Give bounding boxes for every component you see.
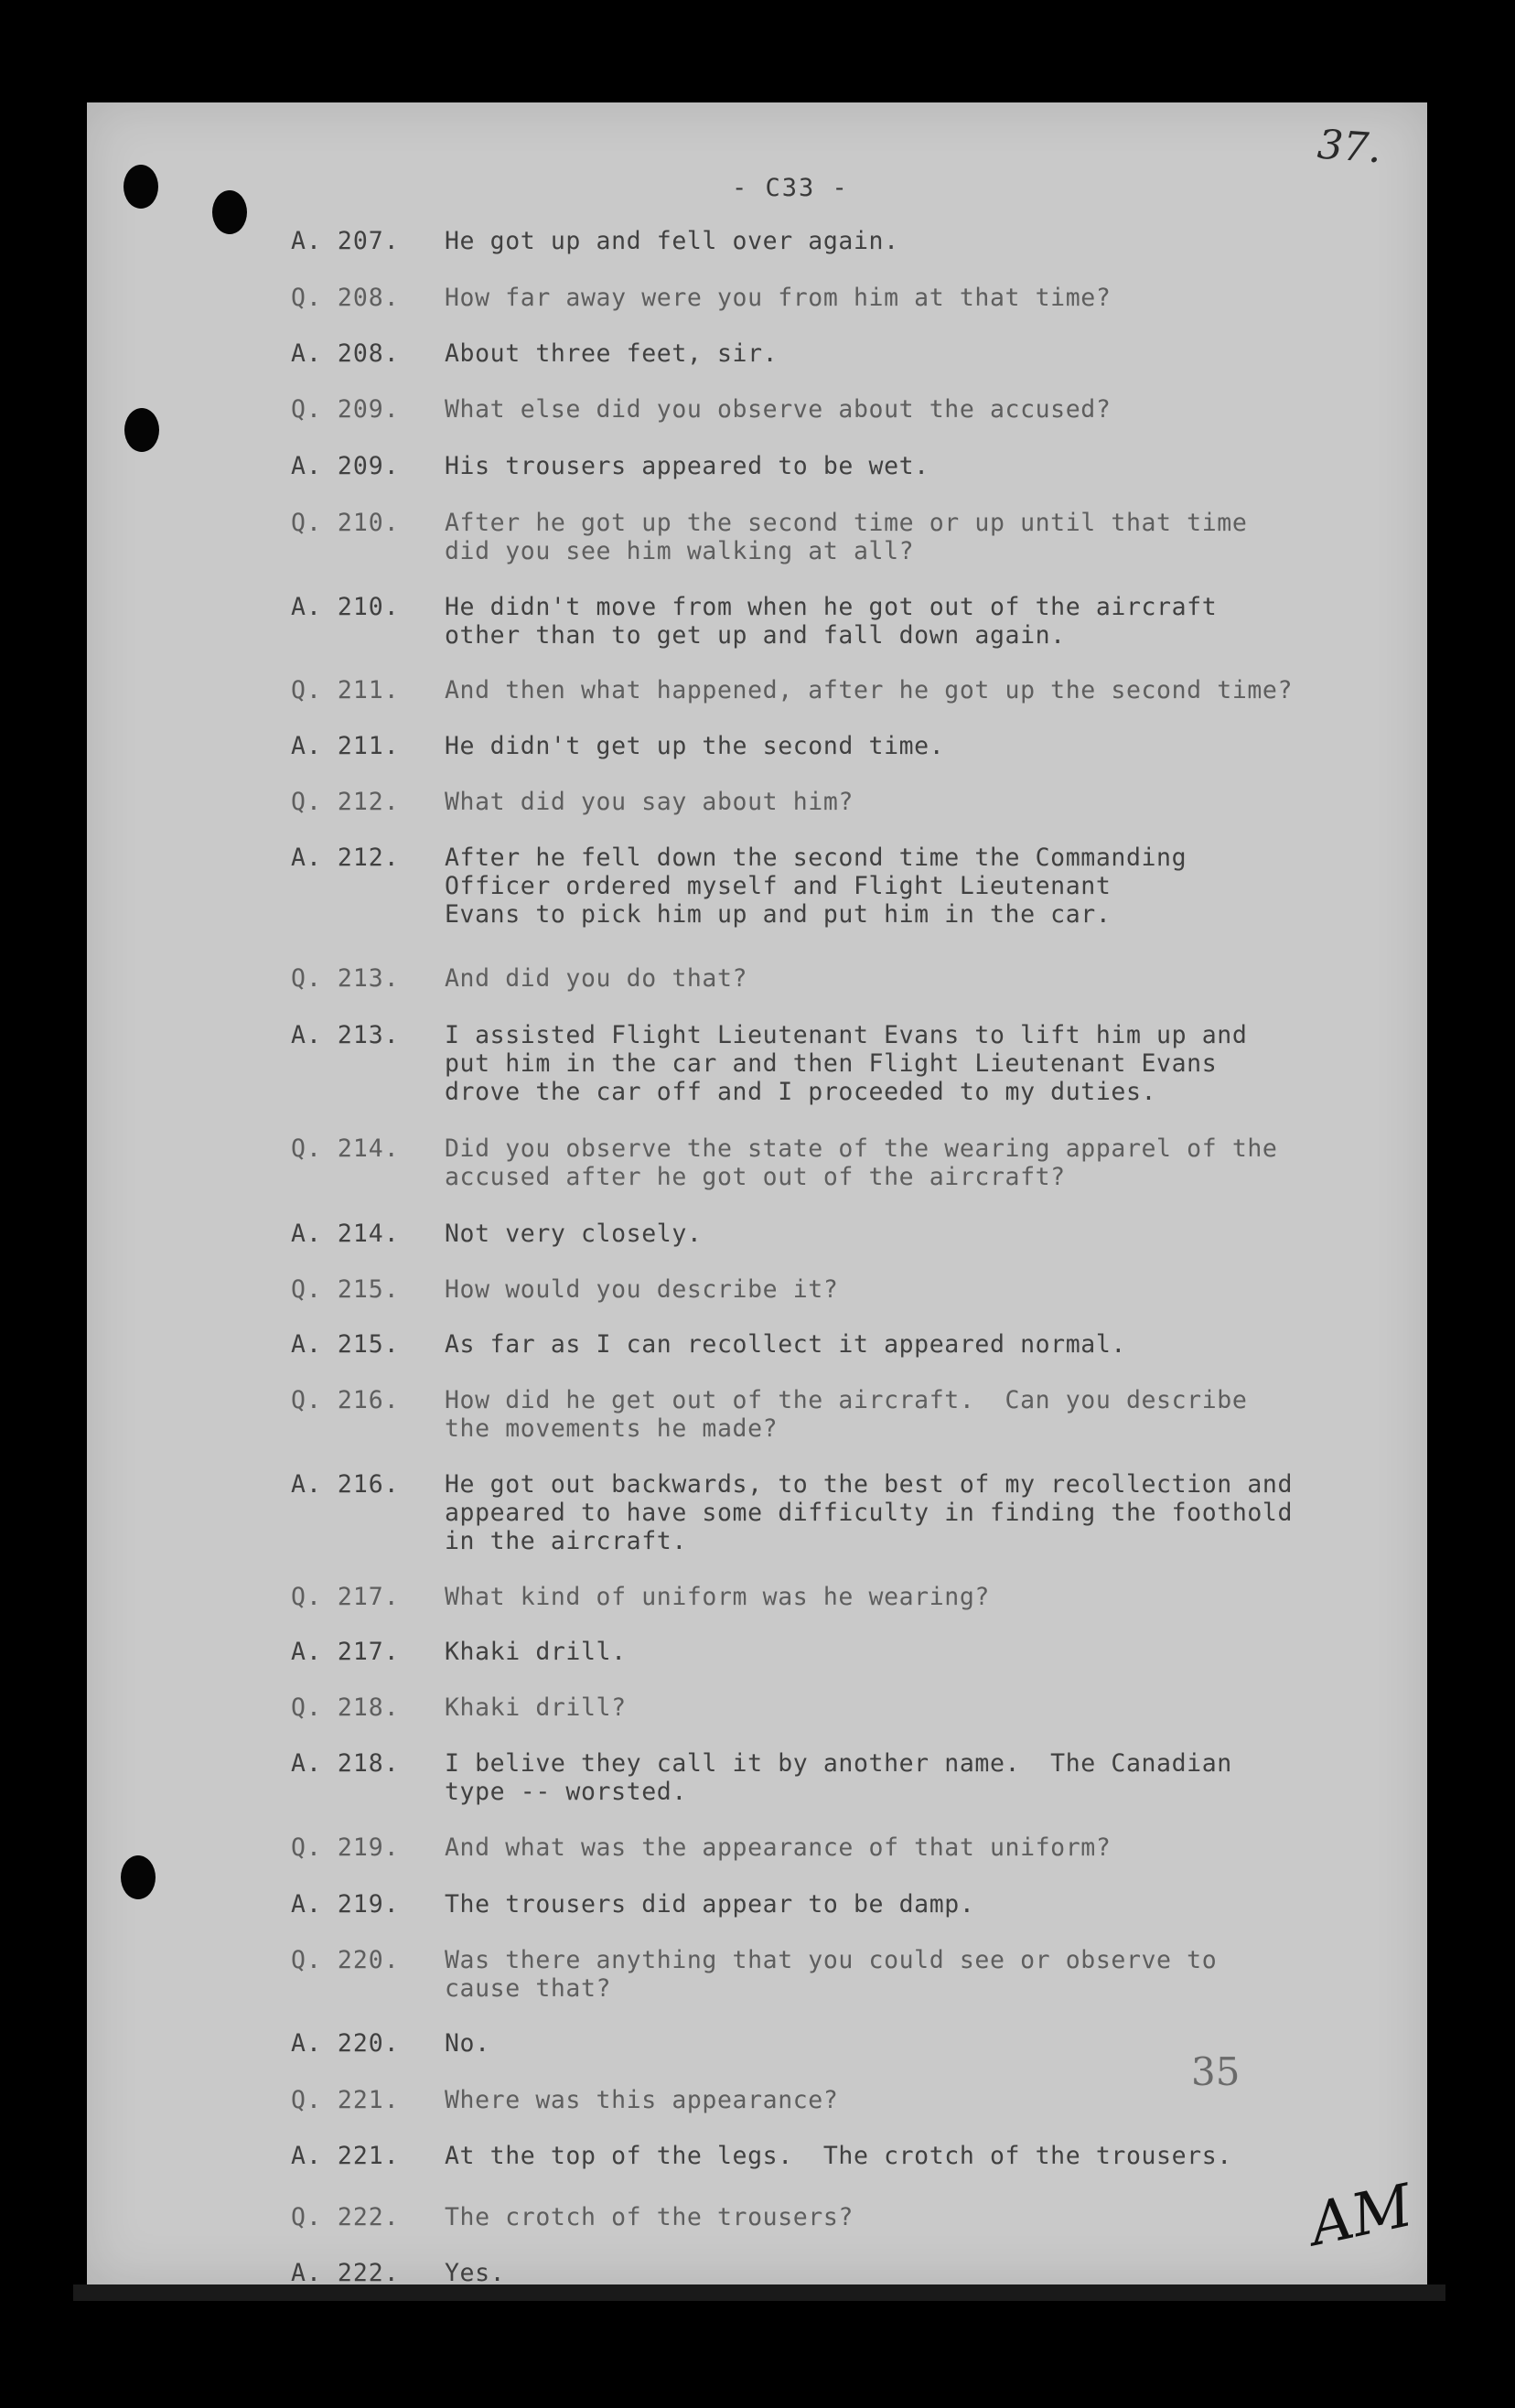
- entry-number: A. 214.: [291, 1220, 400, 1248]
- answer-entry: [291, 2259, 1389, 2287]
- answer-entry: [291, 1021, 1389, 1106]
- entry-number: Q. 216.: [291, 1386, 400, 1414]
- entry-line: At the top of the legs. The crotch of the trousers.: [445, 2142, 1232, 2170]
- entry-text: [445, 1890, 974, 1919]
- entry-text: [445, 844, 1187, 929]
- question-entry: [291, 1833, 1389, 1862]
- entry-number: Q. 212.: [291, 788, 400, 816]
- entry-text: [445, 1693, 627, 1722]
- question-entry: [291, 788, 1389, 816]
- entry-number: A. 210.: [291, 593, 400, 621]
- answer-entry: [291, 844, 1389, 929]
- entry-line: The trousers did appear to be damp.: [445, 1890, 975, 1919]
- entry-number: Q. 209.: [291, 395, 400, 424]
- entry-line: No.: [445, 2029, 490, 2058]
- answer-entry: [291, 227, 1389, 255]
- entry-line: Evans to pick him up and put him in the car.: [445, 900, 1112, 929]
- entry-text: [445, 1749, 1232, 1806]
- page-header: - C33 -: [732, 174, 849, 202]
- entry-number: Q. 208.: [291, 284, 400, 312]
- entry-line: Not very closely.: [445, 1220, 703, 1248]
- entry-line: And then what happened, after he got up the second time?: [445, 676, 1294, 704]
- entry-line: Yes.: [445, 2259, 506, 2287]
- answer-entry: [291, 1330, 1389, 1359]
- entry-number: Q. 215.: [291, 1275, 400, 1304]
- question-entry: [291, 1386, 1389, 1443]
- entry-text: [445, 2142, 1232, 2170]
- entry-text: [445, 788, 854, 816]
- entry-line: And did you do that?: [445, 964, 748, 993]
- entry-line: He didn't get up the second time.: [445, 732, 945, 760]
- entry-line: He got up and fell over again.: [445, 227, 899, 255]
- entry-number: Q. 211.: [291, 676, 400, 704]
- answer-entry: [291, 1749, 1389, 1806]
- entry-line: I assisted Flight Lieutenant Evans to lift him up and: [445, 1021, 1248, 1049]
- question-entry: [291, 1583, 1389, 1611]
- entry-text: [445, 284, 1111, 312]
- entry-line: What kind of uniform was he wearing?: [445, 1583, 990, 1611]
- entry-text: [445, 1638, 627, 1666]
- entry-line: type -- worsted.: [445, 1778, 687, 1806]
- entry-number: Q. 219.: [291, 1833, 400, 1862]
- entry-text: [445, 1833, 1111, 1862]
- entry-text: [445, 227, 899, 255]
- question-entry: [291, 1693, 1389, 1722]
- entry-text: [445, 964, 747, 993]
- entry-line: accused after he got out of the aircraft?: [445, 1163, 1066, 1191]
- entry-text: [445, 2086, 838, 2114]
- entry-line: Did you observe the state of the wearing apparel of the: [445, 1134, 1278, 1163]
- question-entry: [291, 676, 1389, 704]
- entry-line: Officer ordered myself and Flight Lieutenant: [445, 872, 1112, 900]
- entry-number: Q. 220.: [291, 1946, 400, 1974]
- question-entry: [291, 1134, 1389, 1191]
- entry-line: drove the car off and I proceeded to my duties.: [445, 1078, 1157, 1106]
- entry-text: [445, 732, 944, 760]
- entry-number: Q. 213.: [291, 964, 400, 993]
- question-entry: [291, 1946, 1389, 2003]
- entry-line: As far as I can recollect it appeared normal.: [445, 1330, 1126, 1359]
- entry-line: Khaki drill.: [445, 1638, 627, 1666]
- entry-text: [445, 1386, 1247, 1443]
- entry-text: [445, 2029, 490, 2058]
- question-entry: [291, 964, 1389, 993]
- entry-text: [445, 1134, 1278, 1191]
- entry-text: [445, 1470, 1293, 1555]
- entry-number: A. 212.: [291, 844, 400, 872]
- entry-line: What else did you observe about the accused?: [445, 395, 1112, 424]
- entry-number: Q. 214.: [291, 1134, 400, 1163]
- entry-number: A. 222.: [291, 2259, 400, 2287]
- entry-line: in the aircraft.: [445, 1527, 687, 1555]
- entry-line: After he got up the second time or up until that time: [445, 509, 1248, 537]
- entry-line: How far away were you from him at that time?: [445, 284, 1112, 312]
- answer-entry: [291, 339, 1389, 368]
- entry-text: [445, 1946, 1217, 2003]
- entry-line: About three feet, sir.: [445, 339, 779, 368]
- entry-line: cause that?: [445, 1974, 612, 2003]
- question-entry: [291, 509, 1389, 565]
- handwritten-initials: AM: [1304, 2172, 1419, 2260]
- entry-number: Q. 222.: [291, 2203, 400, 2231]
- entry-text: [445, 676, 1293, 704]
- entry-number: Q. 210.: [291, 509, 400, 537]
- entry-number: A. 213.: [291, 1021, 400, 1049]
- entry-line: His trousers appeared to be wet.: [445, 452, 929, 480]
- folio-number: 37.: [1316, 121, 1383, 173]
- entry-line: Khaki drill?: [445, 1693, 627, 1722]
- entry-number: A. 207.: [291, 227, 400, 255]
- question-entry: [291, 395, 1389, 424]
- entry-text: [445, 593, 1217, 650]
- entry-line: Was there anything that you could see or observe to: [445, 1946, 1218, 1974]
- entry-number: A. 219.: [291, 1890, 400, 1919]
- entry-number: A. 220.: [291, 2029, 400, 2058]
- entry-line: appeared to have some difficulty in finding the foothold: [445, 1499, 1294, 1527]
- entry-text: [445, 1275, 838, 1304]
- answer-entry: [291, 1470, 1389, 1555]
- entry-line: did you see him walking at all?: [445, 537, 915, 565]
- entry-line: the movements he made?: [445, 1414, 779, 1443]
- entry-number: A. 215.: [291, 1330, 400, 1359]
- entry-line: What did you say about him?: [445, 788, 854, 816]
- entry-text: [445, 1330, 1126, 1359]
- entry-text: [445, 1583, 990, 1611]
- entry-line: How did he get out of the aircraft. Can you describe: [445, 1386, 1248, 1414]
- entry-text: [445, 2259, 505, 2287]
- entry-number: A. 217.: [291, 1638, 400, 1666]
- entry-text: [445, 452, 929, 480]
- entry-line: After he fell down the second time the Commanding: [445, 844, 1187, 872]
- entry-text: [445, 339, 778, 368]
- answer-entry: [291, 1220, 1389, 1248]
- answer-entry: [291, 593, 1389, 650]
- question-entry: [291, 284, 1389, 312]
- entry-number: Q. 217.: [291, 1583, 400, 1611]
- question-entry: [291, 2203, 1389, 2231]
- entry-line: I belive they call it by another name. The Canadian: [445, 1749, 1232, 1778]
- entry-number: Q. 221.: [291, 2086, 400, 2114]
- answer-entry: [291, 452, 1389, 480]
- entry-line: The crotch of the trousers?: [445, 2203, 854, 2231]
- entry-line: And what was the appearance of that uniform?: [445, 1833, 1112, 1862]
- entry-text: [445, 395, 1111, 424]
- entry-line: He got out backwards, to the best of my recollection and: [445, 1470, 1294, 1499]
- entry-number: Q. 218.: [291, 1693, 400, 1722]
- entry-number: A. 216.: [291, 1470, 400, 1499]
- entry-text: [445, 1021, 1247, 1106]
- entry-number: A. 208.: [291, 339, 400, 368]
- answer-entry: [291, 732, 1389, 760]
- entry-line: He didn't move from when he got out of the aircraft: [445, 593, 1218, 621]
- entry-text: [445, 1220, 702, 1248]
- answer-entry: [291, 1638, 1389, 1666]
- entry-line: put him in the car and then Flight Lieutenant Evans: [445, 1049, 1218, 1078]
- entry-number: A. 221.: [291, 2142, 400, 2170]
- stamp-number: 35: [1191, 2049, 1241, 2094]
- entry-number: A. 209.: [291, 452, 400, 480]
- entry-number: A. 211.: [291, 732, 400, 760]
- question-entry: [291, 1275, 1389, 1304]
- entry-line: other than to get up and fall down again.: [445, 621, 1066, 650]
- entry-line: How would you describe it?: [445, 1275, 839, 1304]
- answer-entry: [291, 1890, 1389, 1919]
- entry-text: [445, 2203, 854, 2231]
- entry-line: Where was this appearance?: [445, 2086, 839, 2114]
- entry-text: [445, 509, 1247, 565]
- entry-number: A. 218.: [291, 1749, 400, 1778]
- answer-entry: [291, 2142, 1389, 2170]
